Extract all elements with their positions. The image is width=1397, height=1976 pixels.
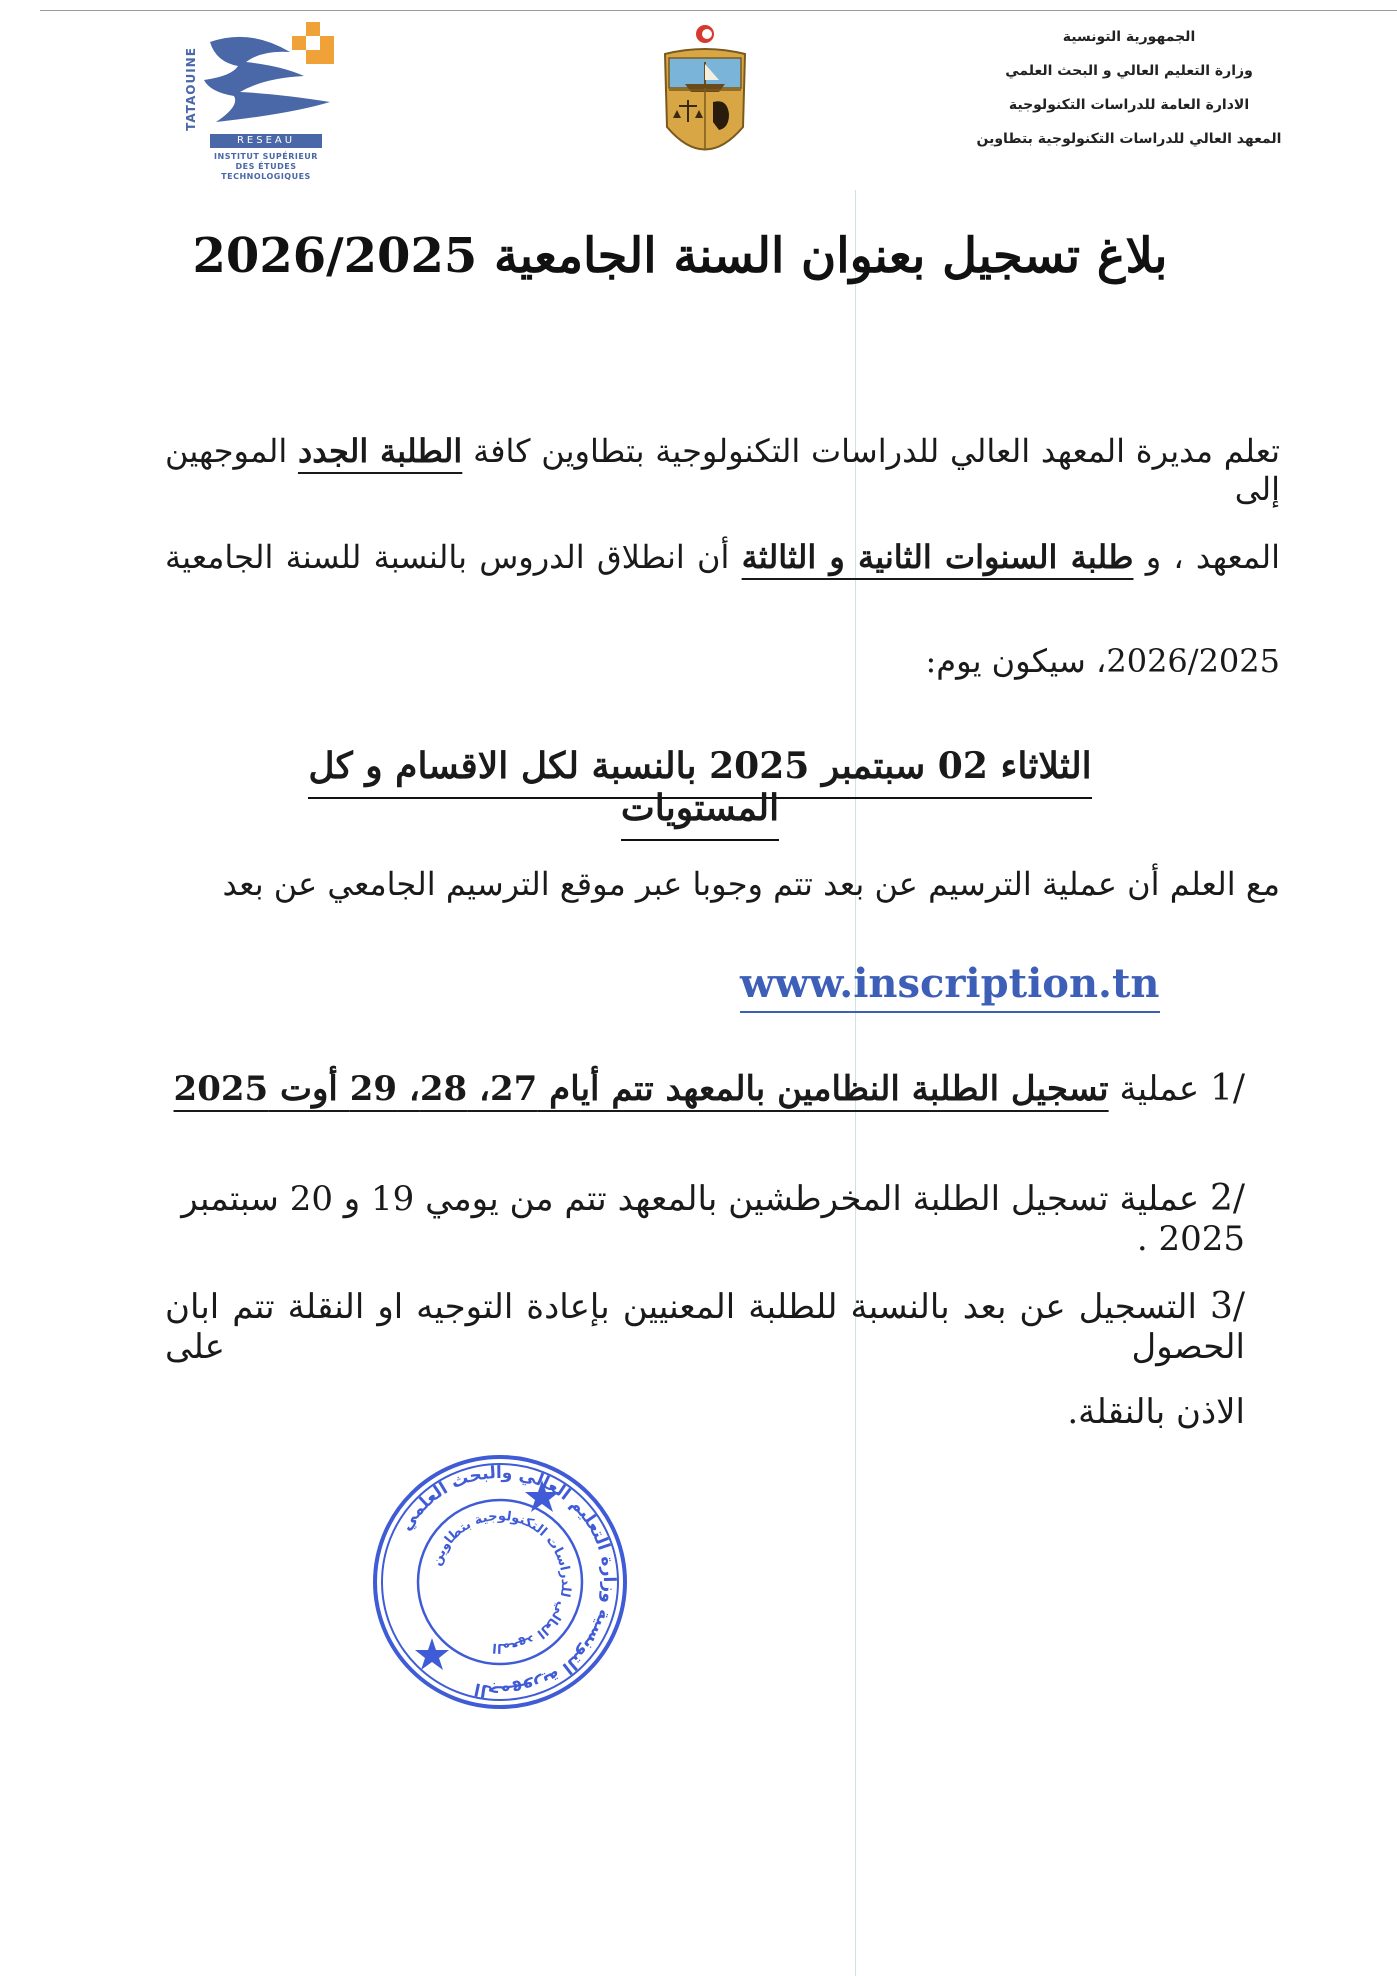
paragraph-1	[165, 432, 1280, 508]
logo-institute-name	[202, 152, 330, 182]
tunisia-coat-of-arms-icon	[655, 22, 755, 167]
paragraph-1-end: الموجهين إلى	[165, 432, 1280, 508]
paragraph-2	[165, 538, 1280, 576]
paragraph-4: مع العلم أن عملية الترسيم عن بعد تتم وجوبا عبر موقع الترسيم الجامعي عن بعد	[222, 865, 1280, 903]
inscription-website-link[interactable]: www.inscription.tn	[740, 960, 1160, 1013]
new-students-emphasis: الطلبة الجدد	[297, 432, 463, 470]
list-item-3-continuation: الاذن بالنقلة.	[1067, 1392, 1245, 1432]
item-3-number: /3	[1209, 1286, 1245, 1327]
list-item-2	[165, 1178, 1245, 1259]
item-3-text: التسجيل عن بعد بالنسبة للطلبة المعنيين بإعادة التوجيه او النقلة تتم ابان الحصول على	[165, 1287, 1245, 1367]
official-stamp	[370, 1452, 630, 1712]
top-rule	[40, 10, 1397, 11]
header-ministry: وزارة التعليم العالي و البحث العلمي	[1005, 63, 1253, 79]
stamp-inner-text: المعهد العالي للدراسات التكنولوجية بتطاوين	[429, 1508, 574, 1656]
item-1-emphasis: تسجيل الطلبة النظامين بالمعهد تتم أيام 27، 28، 29 أوت 2025	[173, 1069, 1109, 1109]
header-institute: المعهد العالي للدراسات التكنولوجية بتطاوين	[976, 131, 1282, 147]
list-item-1	[165, 1068, 1245, 1109]
paragraph-2-start: المعهد ، و	[1145, 538, 1281, 576]
iset-tataouine-logo	[180, 22, 350, 197]
header-directorate: الادارة العامة للدراسات التكنولوجية	[1008, 97, 1250, 113]
logo-line-1: INSTITUT SUPÉRIEUR	[214, 152, 318, 161]
item-1-start: عملية	[1119, 1069, 1200, 1109]
paragraph-2-end: أن انطلاق الدروس بالنسبة للسنة الجامعية	[165, 538, 730, 576]
document-title: بلاغ تسجيل بعنوان السنة الجامعية 2026/2025	[192, 228, 1168, 284]
item-2-number: /2	[1209, 1178, 1245, 1219]
item-1-number: /1	[1209, 1068, 1245, 1109]
logo-line-2: DES ÉTUDES	[235, 162, 297, 171]
institution-header	[969, 20, 1289, 156]
paragraph-1-start: تعلم مديرة المعهد العالي للدراسات التكنولوجية بتطاوين كافة	[473, 432, 1281, 470]
second-third-year-emphasis: طلبة السنوات الثانية و الثالثة	[741, 538, 1134, 576]
header-republic: الجمهورية التونسية	[1062, 29, 1196, 45]
stamp-outer-text: الجمهورية التونسية وزارة التعليم العالي والبحث العلمي	[396, 1462, 620, 1702]
logo-network: RESEAU	[210, 134, 322, 148]
paragraph-3: 2026/2025، سيكون يوم:	[925, 642, 1280, 680]
list-item-3	[165, 1286, 1245, 1367]
logo-city: TATAOUINE	[184, 47, 198, 131]
logo-line-3: TECHNOLOGIQUES	[221, 172, 311, 181]
start-date-announcement	[240, 745, 1160, 829]
iset-logo-mark-icon	[180, 22, 350, 132]
start-date-text: الثلاثاء 02 سبتمبر 2025 بالنسبة لكل الاقسام و كل المستويات	[308, 745, 1091, 841]
item-2-text: عملية تسجيل الطلبة المخرطشين بالمعهد تتم من يومي 19 و 20 سبتمبر 2025 .	[181, 1179, 1245, 1259]
